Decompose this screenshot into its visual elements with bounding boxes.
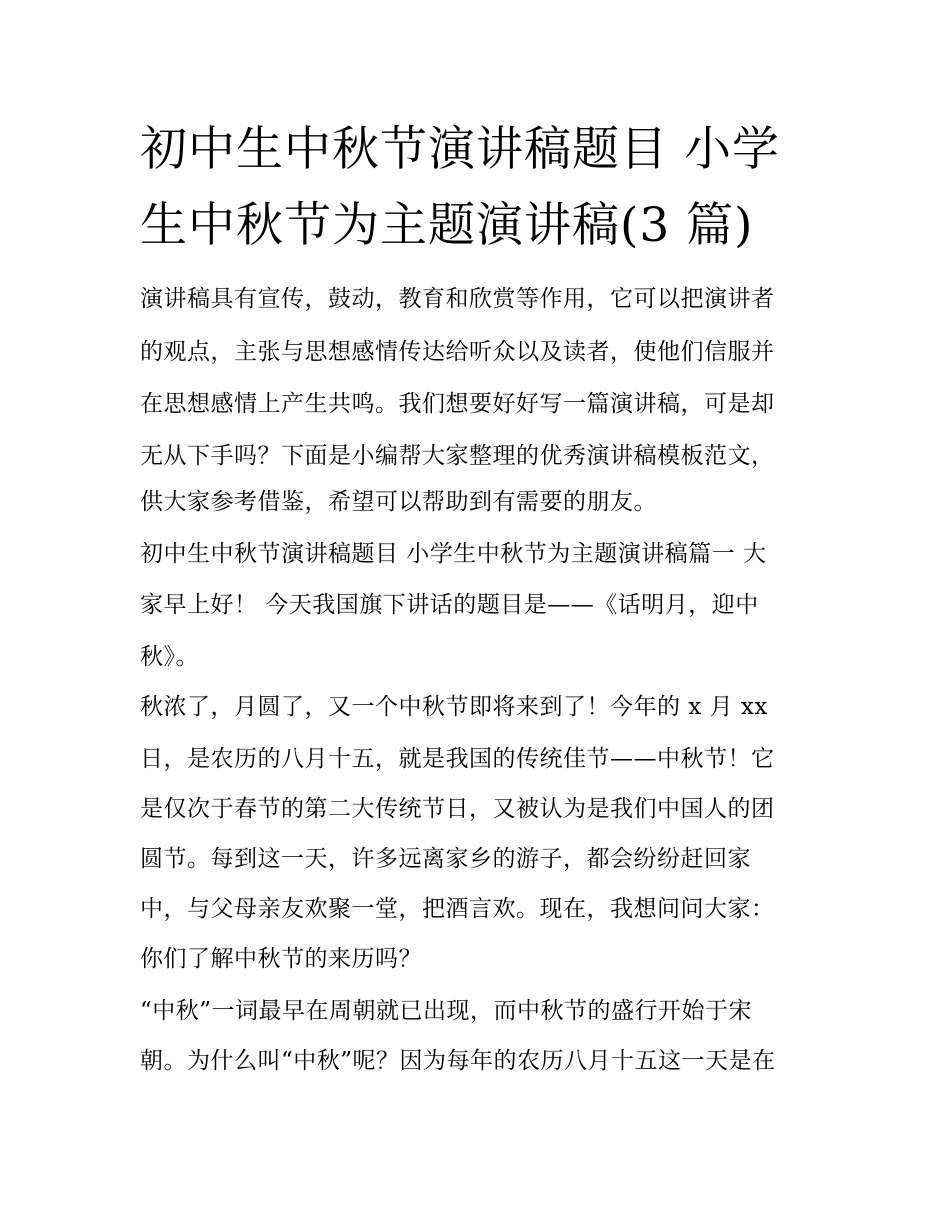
body-line: 供大家参考借鉴，希望可以帮助到有需要的朋友。 [140,489,657,515]
body-line: “中秋”一词最早在周朝就已出现，而中秋节的盛行开始于宋 [140,998,753,1024]
body-line: 中，与父母亲友欢聚一堂，把酒言欢。现在，我想问问大家： [140,896,775,922]
body-line: 的观点，主张与思想感情传达给听众以及读者，使他们信服并 [140,339,775,365]
body-line: 在思想感情上产生共鸣。我们想要好好写一篇演讲稿，可是却 [140,391,775,417]
document-title: 初中生中秋节演讲稿题目 小学生中秋节为主题演讲稿(3 篇) [140,122,780,253]
body-line: 初中生中秋节演讲稿题目 小学生中秋节为主题演讲稿篇一 大 [140,541,767,567]
body-line: 圆节。每到这一天，许多远离家乡的游子，都会纷纷赶回家 [140,846,751,872]
body-line: 日，是农历的八月十五，就是我国的传统佳节——中秋节！它 [140,746,775,772]
body-line: 秋》。 [140,644,199,670]
body-line: 是仅次于春节的第二大传统节日，又被认为是我们中国人的团 [140,796,775,822]
body-line: 演讲稿具有宣传，鼓动，教育和欣赏等作用，它可以把演讲者 [140,286,775,312]
body-line: 朝。为什么叫“中秋”呢？因为每年的农历八月十五这一天是在 [140,1048,776,1074]
body-line: 家早上好！ 今天我国旗下讲话的题目是——《话明月，迎中 [140,592,759,618]
body-line: 无从下手吗？下面是小编帮大家整理的优秀演讲稿模板范文， [140,443,775,469]
body-line: 你们了解中秋节的来历吗？ [140,946,422,972]
body-line: 秋浓了，月圆了，又一个中秋节即将来到了！今年的 x 月 xx [140,694,768,720]
